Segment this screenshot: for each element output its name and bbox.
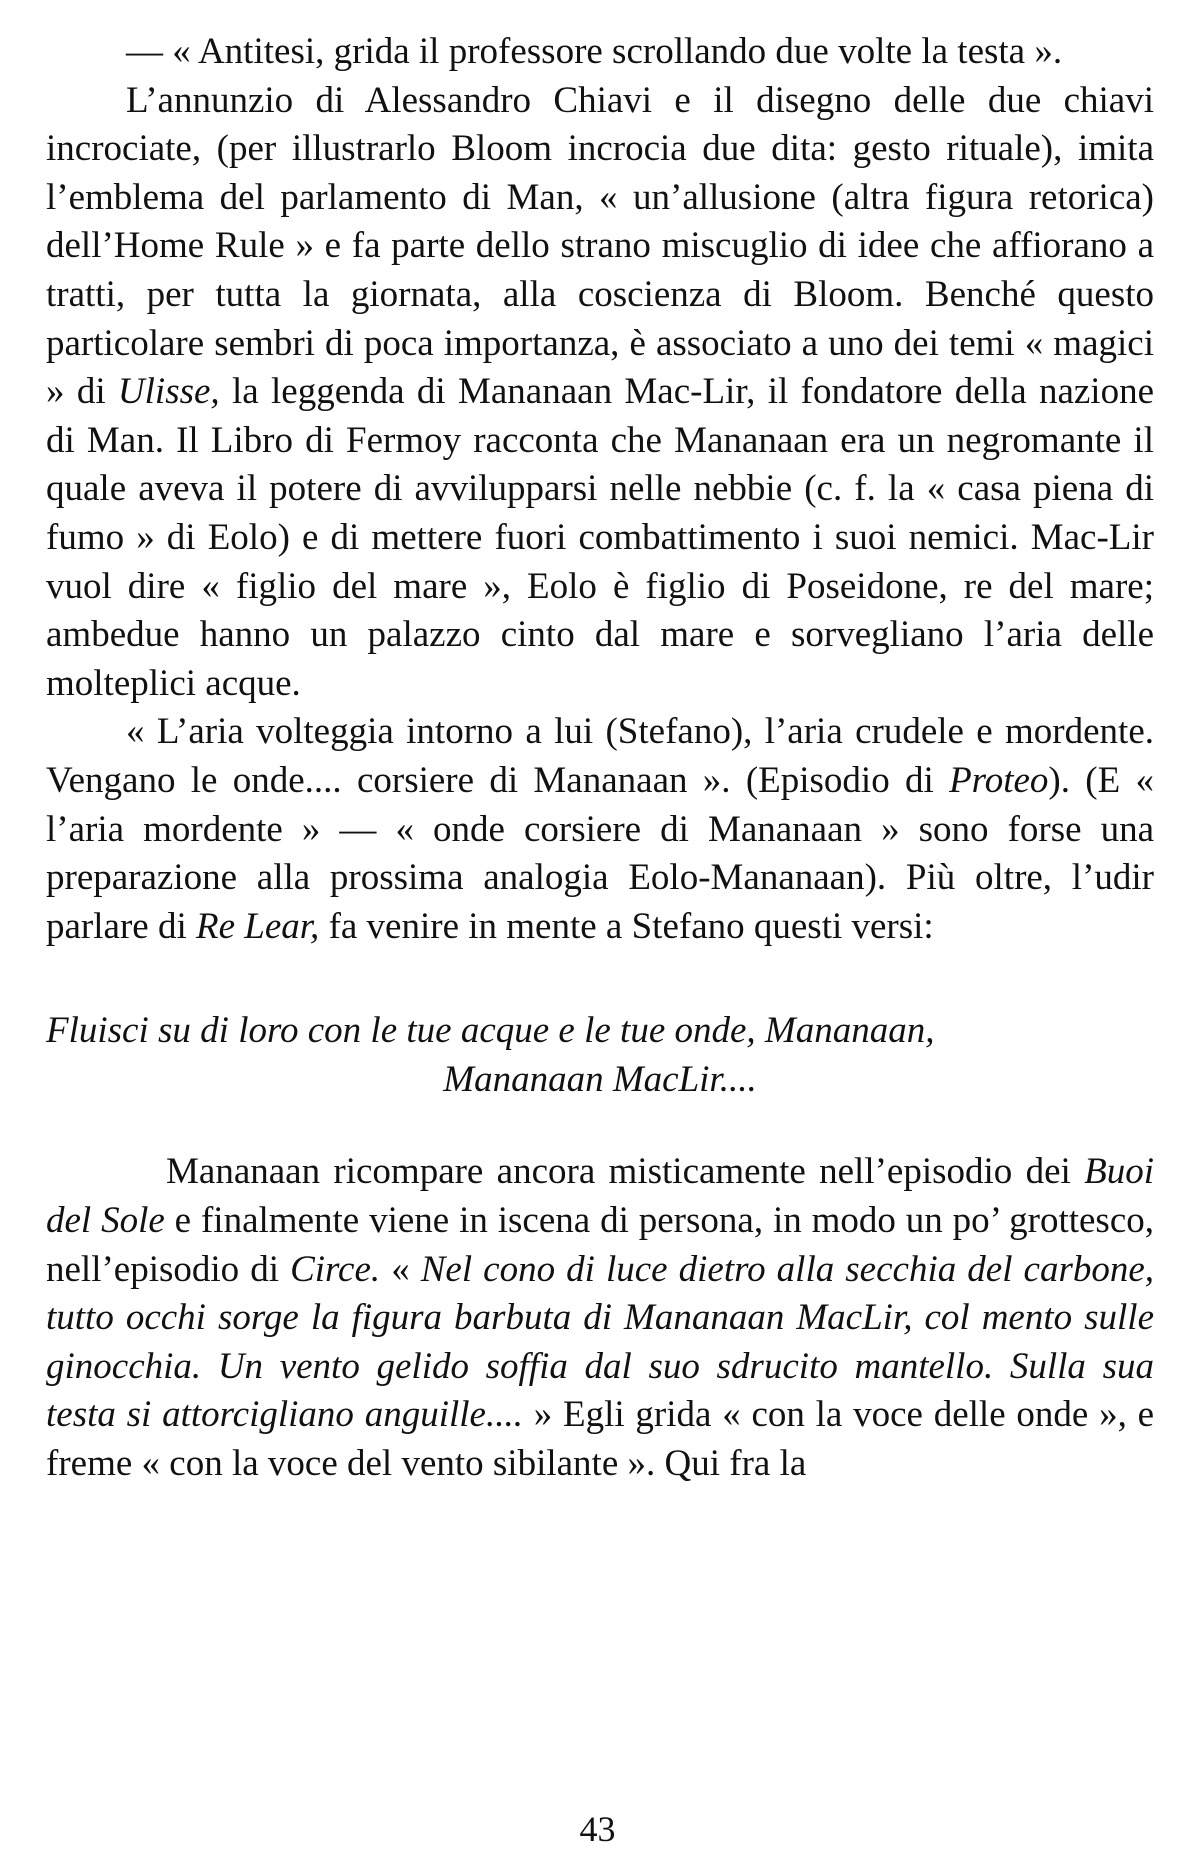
text-segment: ). (E « l’aria mordente » — « onde corsiere di Mananaan » sono forse una preparazione alla prossima analogia Eolo-Mananaan). Più oltre, l’udir parlare di bbox=[46, 759, 1154, 947]
text-segment: fa venire in mente a Stefano questi versi: bbox=[319, 905, 934, 947]
paragraph-proteo bbox=[46, 708, 1154, 951]
text-segment: » Egli grida « con la voce delle onde », e freme « con la voce del vento sibilante ». Qui fra la bbox=[46, 1394, 1155, 1485]
page-number: 43 bbox=[579, 1809, 616, 1849]
paragraph-antitesi bbox=[46, 28, 1154, 77]
text-segment: « bbox=[380, 1248, 421, 1290]
italic-title: Circe. bbox=[290, 1248, 381, 1290]
verse-quotation bbox=[46, 1007, 1154, 1104]
verse-line-1: Fluisci su di loro con le tue acque e le tue onde, Mananaan, bbox=[46, 1010, 935, 1052]
text-segment: — « Antitesi, grida il professore scrollando due volte la testa ». bbox=[126, 31, 1063, 72]
text-segment: L’annunzio di Alessandro Chiavi e il disegno delle due chiavi incrociate, (per illustrarlo Bloom incrocia due dita: gesto rituale), imita l’emblema del parlamento di Man, « un’allusione (altra figura retorica) dell’Home Rule » e fa parte dello strano miscuglio di idee che affiorano a tratti, per tutta la giornata, alla coscienza di Bloom. Benché questo particolare sembri di poca importanza, è associato a uno dei temi « magici » di bbox=[46, 79, 1154, 413]
text-segment: « L’aria volteggia intorno a lui (Stefano), l’aria crudele e mordente. Vengano le onde.... corsiere di Mananaan ». (Episodio di bbox=[46, 711, 1154, 801]
italic-title: Re Lear, bbox=[195, 905, 320, 947]
paragraph-circe bbox=[46, 1148, 1154, 1488]
text-segment: la leggenda di Mananaan Mac-Lir, il fondatore della nazione di Man. Il Libro di Fermoy racconta che Mananaan era un negromante il quale aveva il potere di avvilupparsi nelle nebbie (c. f. la « casa piena di fumo » di Eolo) e di mettere fuori combattimento i suoi nemici. Mac-Lir vuol dire « figlio del mare », Eolo è figlio di Poseidone, re del mare; ambedue hanno un palazzo cinto dal mare e sorvegliano l’aria delle molteplici acque. bbox=[46, 371, 1154, 704]
book-page bbox=[46, 28, 1154, 1489]
italic-title: Proteo bbox=[949, 759, 1049, 801]
italic-title: Ulisse, bbox=[117, 371, 220, 413]
italic-title: Buoi del Sole bbox=[46, 1151, 1154, 1242]
text-segment: e finalmente viene in iscena di persona, in modo un po’ grottesco, nell’episodio di bbox=[46, 1200, 1154, 1290]
paragraph-chiavi bbox=[46, 77, 1154, 709]
verse-line-2: Mananaan MacLir.... bbox=[443, 1058, 757, 1100]
italic-quotation: Nel cono di luce dietro alla secchia del carbone, tutto occhi sorge la figura barbuta di Mananaan MacLir, col mento sulle ginocchia. Un vento gelido soffia dal suo sdrucito mantello. Sulla sua testa si attorcigliano anguille.... bbox=[46, 1248, 1155, 1436]
text-segment: Mananaan ricompare ancora misticamente nell’episodio dei bbox=[166, 1151, 1085, 1193]
